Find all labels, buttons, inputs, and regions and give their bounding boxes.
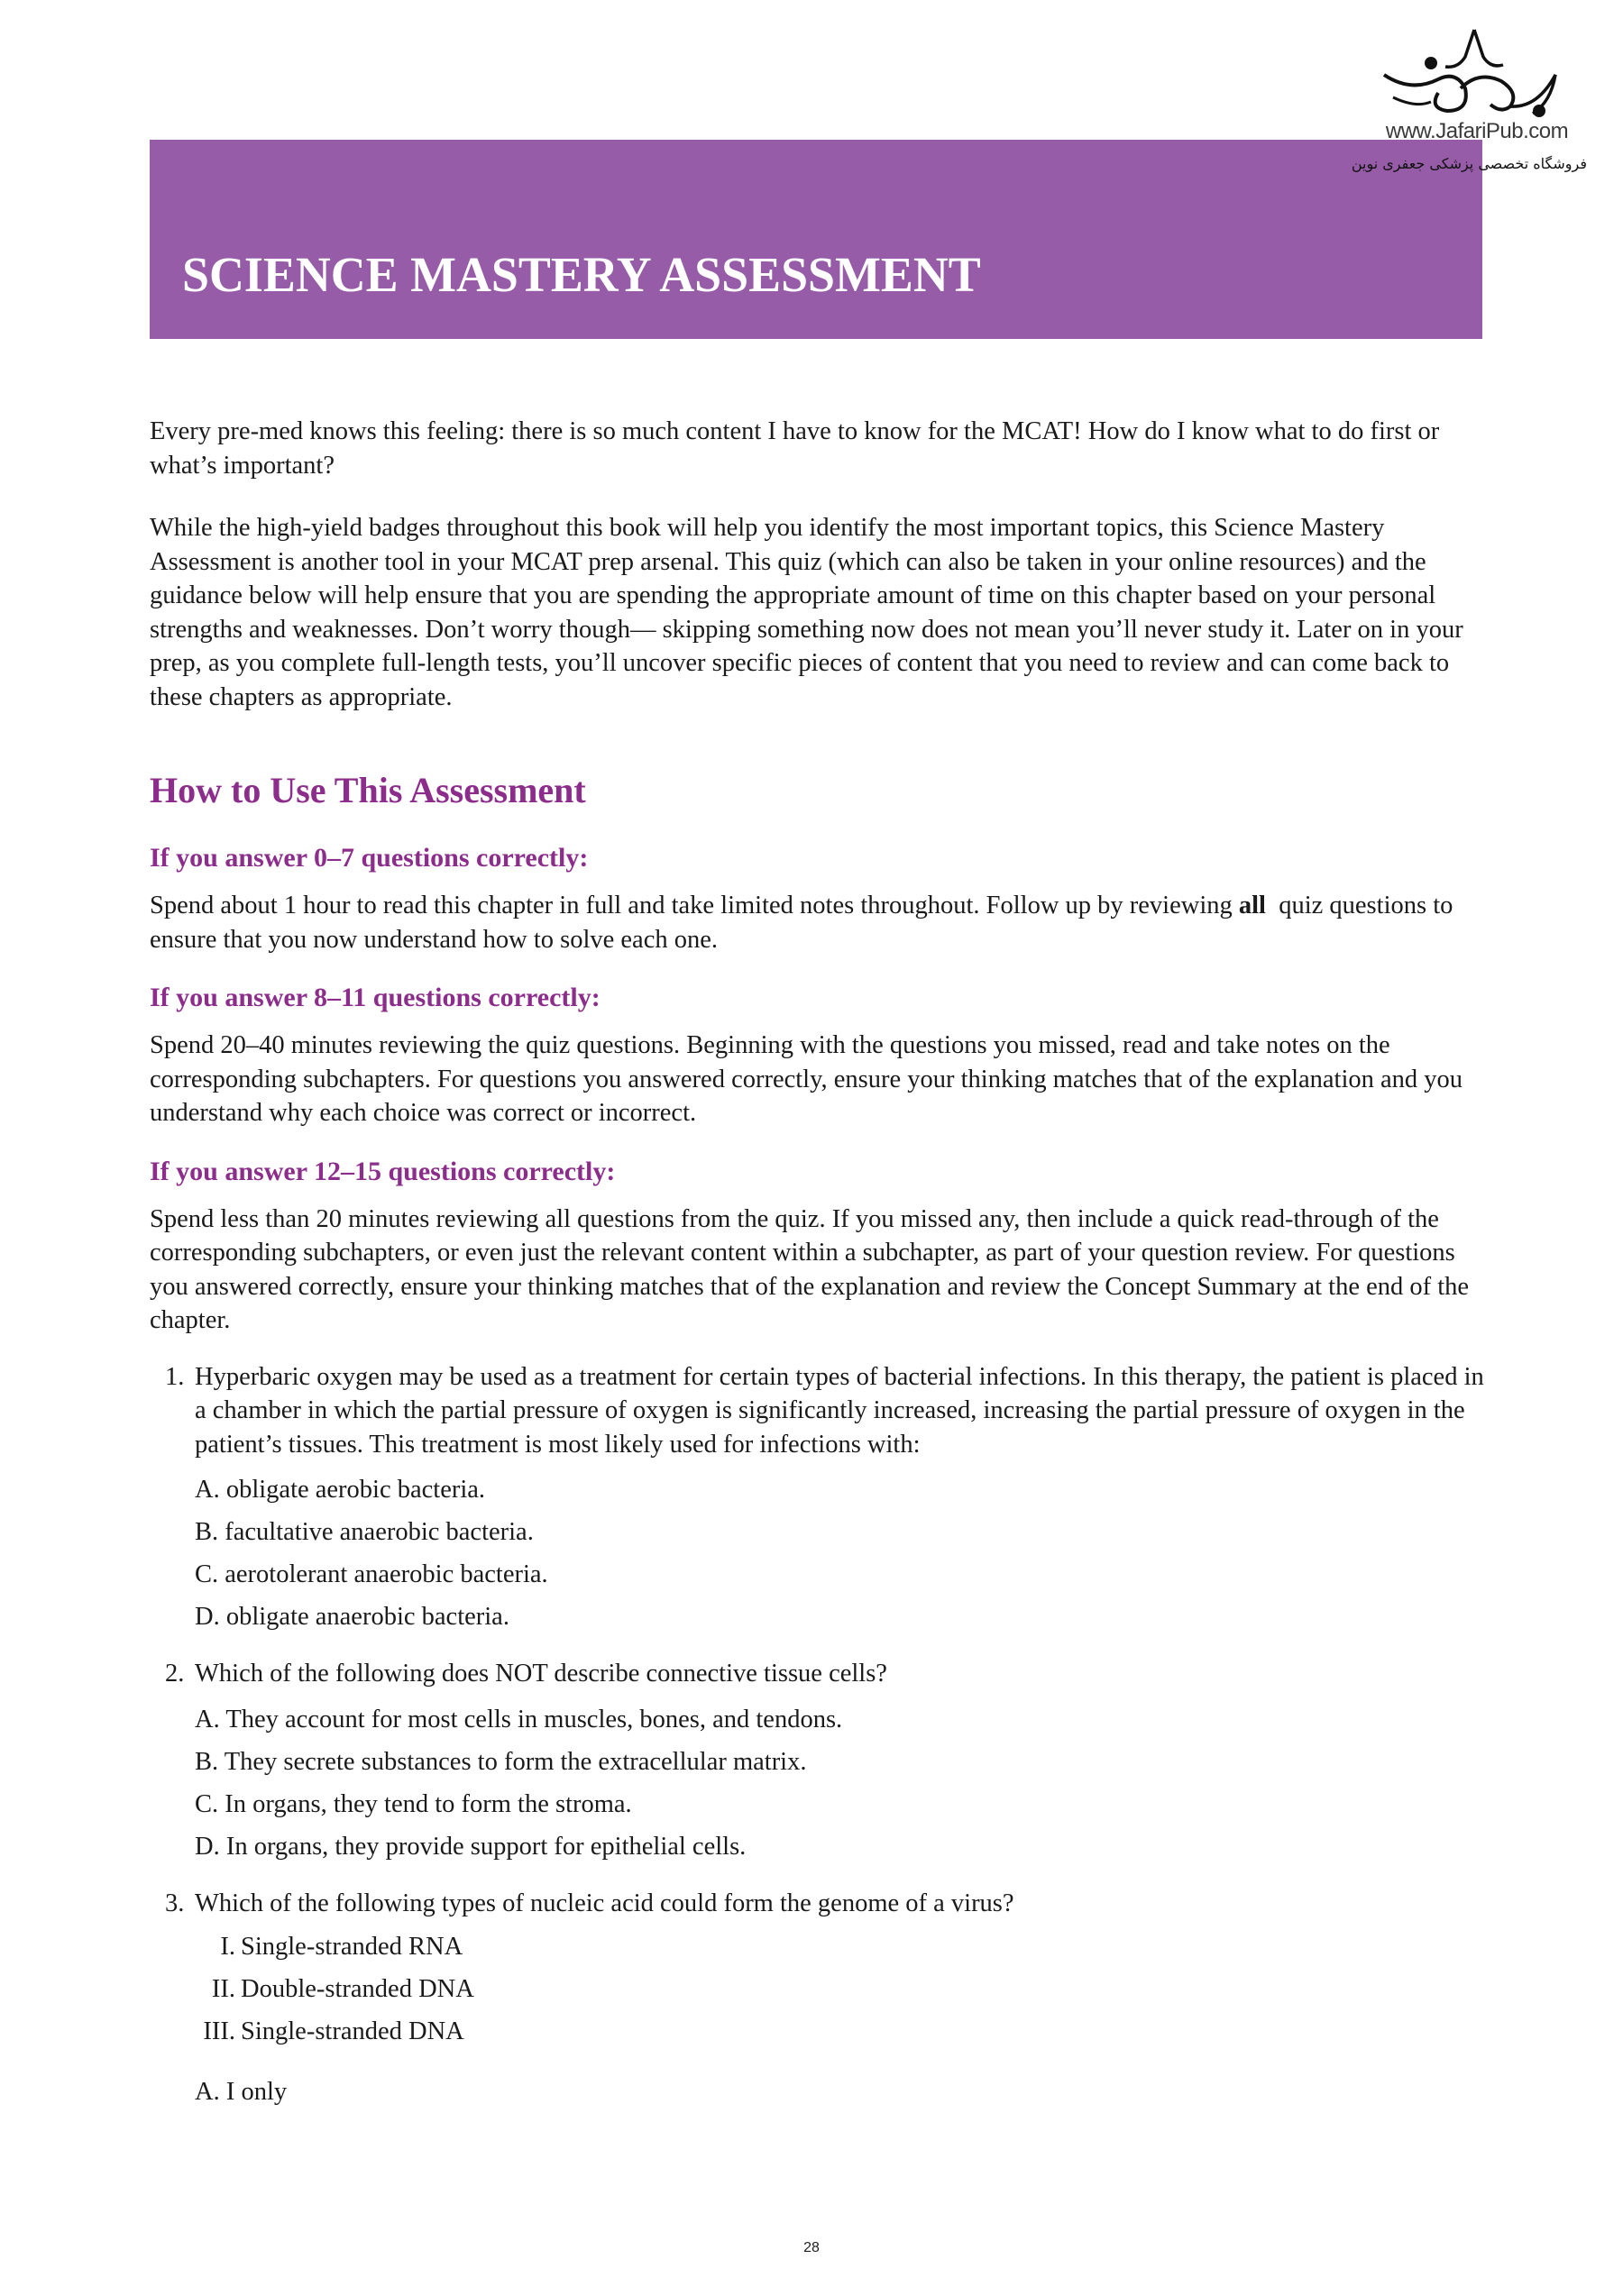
answer-choice-a[interactable]: A. I only xyxy=(195,2078,288,2106)
answer-choice-c[interactable]: C. aerotolerant anaerobic bacteria. xyxy=(195,1560,548,1588)
subheading-0-7: If you answer 0–7 questions correctly: xyxy=(150,843,589,873)
question-number: 1. xyxy=(165,1362,185,1391)
question-stem: Which of the following types of nucleic acid could form the genome of a virus? xyxy=(195,1889,1014,1917)
subheading-12-15: If you answer 12–15 questions correctly: xyxy=(150,1156,616,1186)
question-stem: Hyperbaric oxygen may be used as a treatment for certain types of bacterial infections. In this therapy, the patient is placed in a chamber in which the partial pressure of oxygen is significantly increased, increasing the partial pressure of oxygen in the patient’s tissues. This treatment is most likely used for infections with: xyxy=(195,1362,1484,1459)
statement-i xyxy=(195,1926,1484,1968)
statement-numeral: III. xyxy=(203,2017,235,2045)
answer-choice-c[interactable]: C. In organs, they tend to form the stroma. xyxy=(195,1789,632,1818)
calligraphy-logo-icon xyxy=(1375,25,1564,124)
guidance-8-11: Spend 20–40 minutes reviewing the quiz questions. Beginning with the questions you missed, read and take notes on the corresponding subchapters. For questions you answered correctly, ensure your thinking matches that of the explanation and you understand why each choice was correct or incorrect. xyxy=(150,1031,1463,1127)
publisher-url: www.JafariPub.com xyxy=(1385,119,1569,143)
answer-choices xyxy=(195,1698,1484,1868)
guidance-text: Spend about 1 hour to read this chapter in full and take limited notes throughout. Follow up by reviewing xyxy=(150,892,1239,919)
main-content xyxy=(150,415,1484,2132)
question-number: 2. xyxy=(165,1660,185,1688)
answer-choice-a[interactable]: A. obligate aerobic bacteria. xyxy=(195,1476,486,1504)
statement-text: Double-stranded DNA xyxy=(241,1975,474,2003)
guidance-text: quiz questions to ensure that you now understand how to solve each one. xyxy=(150,892,1460,954)
quiz-question-list xyxy=(150,1360,1484,2114)
section-heading-how-to-use: How to Use This Assessment xyxy=(150,770,586,810)
chapter-banner xyxy=(150,140,1482,339)
intro-paragraph-2: While the high-yield badges throughout this book will help you identify the most important topics, this Science Mastery Assessment is another tool in your MCAT prep arsenal. This quiz (which can also be taken in your online resources) and the guidance below will help ensure that you are spending the appropriate amount of time on this chapter based on your personal strengths and weaknesses. Don’t worry though— skipping something now does not mean you’ll never study it. Later on in your prep, as you complete full-length tests, you’ll uncover specific pieces of content that you need to review and can come back to these chapters as appropriate. xyxy=(150,514,1463,711)
guidance-0-7 xyxy=(150,889,1484,956)
subheading-8-11: If you answer 8–11 questions correctly: xyxy=(150,983,601,1012)
statement-numeral: II. xyxy=(211,1975,235,2003)
answer-choices xyxy=(195,1468,1484,1638)
answer-choice-d[interactable]: D. In organs, they provide support for epithelial cells. xyxy=(195,1832,747,1861)
roman-numeral-statements xyxy=(195,1926,1484,2053)
guidance-12-15: Spend less than 20 minutes reviewing all questions from the quiz. If you missed any, then include a quick read-through of the corresponding subchapters, or even just the relevant content within a subchapter, as part of your question review. For questions you answered correctly, ensure your thinking matches that of the explanation and review the Concept Summary at the end of the chapter. xyxy=(150,1204,1470,1334)
publisher-tagline: فروشگاه تخصصی پزشکی جعفری نوین xyxy=(1351,155,1587,172)
answer-choice-b[interactable]: B. facultative anaerobic bacteria. xyxy=(195,1518,534,1546)
page-title: SCIENCE MASTERY ASSESSMENT xyxy=(182,247,981,302)
answer-choice-a[interactable]: A. They account for most cells in muscles, bones, and tendons. xyxy=(195,1705,843,1733)
quiz-question-3 xyxy=(150,1887,1484,2114)
question-stem: Which of the following does NOT describe connective tissue cells? xyxy=(195,1660,887,1688)
statement-text: Single-stranded DNA xyxy=(241,2017,464,2045)
statement-numeral: I. xyxy=(220,1933,235,1961)
question-number: 3. xyxy=(165,1889,185,1917)
quiz-question-2 xyxy=(150,1657,1484,1868)
statement-iii xyxy=(195,2010,1484,2053)
quiz-question-1 xyxy=(150,1360,1484,1639)
answer-choices xyxy=(195,2071,1484,2113)
answer-choice-d[interactable]: D. obligate anaerobic bacteria. xyxy=(195,1603,509,1631)
answer-choice-b[interactable]: B. They secrete substances to form the extracellular matrix. xyxy=(195,1747,807,1776)
publisher-watermark xyxy=(1334,18,1605,189)
intro-paragraph-1: Every pre-med knows this feeling: there is so much content I have to know for the MCAT! How do I know what to do first or what’s important? xyxy=(150,417,1440,480)
emphasis-all: all xyxy=(1238,892,1266,919)
statement-text: Single-stranded RNA xyxy=(241,1933,463,1961)
statement-ii xyxy=(195,1968,1484,2010)
page-number: 28 xyxy=(803,2240,820,2255)
